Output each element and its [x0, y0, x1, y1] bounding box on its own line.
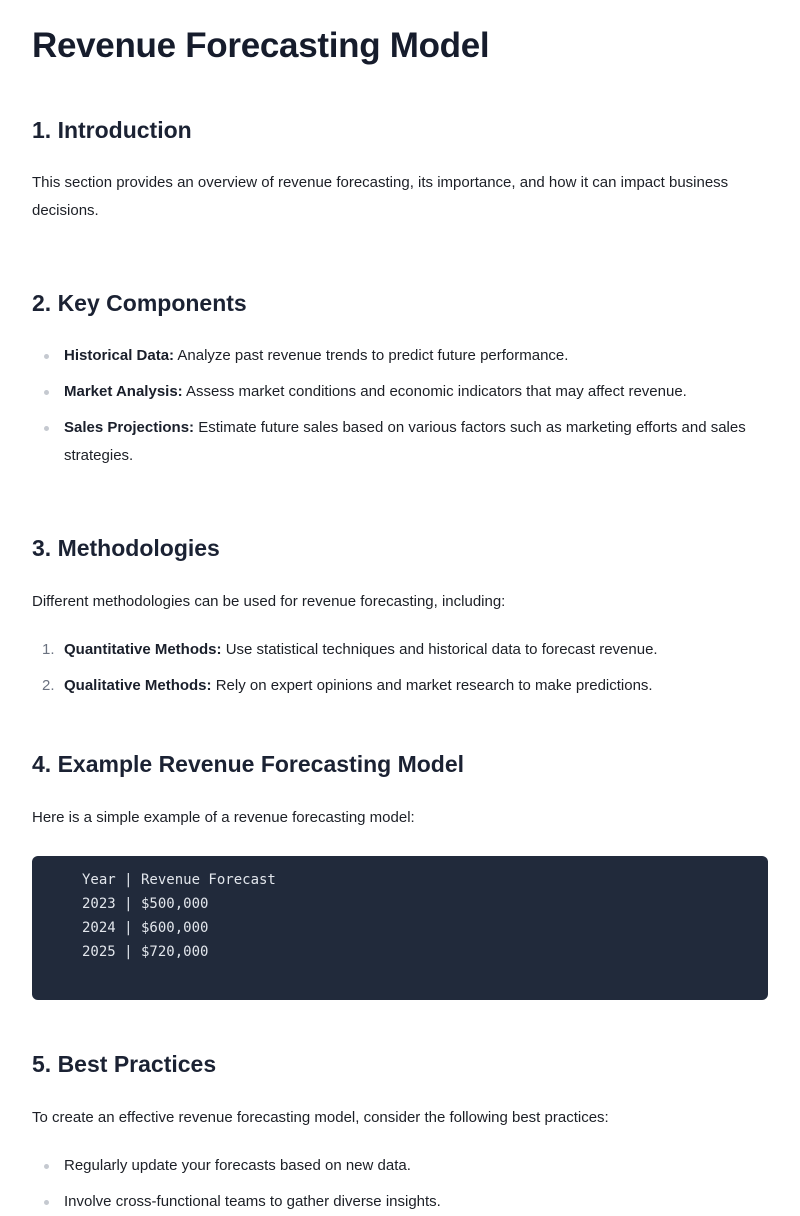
list-item-description: Analyze past revenue trends to predict future performance.	[177, 347, 569, 364]
best-practices-paragraph: To create an effective revenue forecasting model, consider the following best practices:	[32, 1109, 609, 1126]
bullet-icon	[44, 354, 49, 359]
list-item	[32, 414, 768, 470]
code-line: 2023 | $500,000	[82, 896, 209, 912]
page-title: Revenue Forecasting Model	[32, 26, 490, 65]
code-block	[32, 856, 768, 1000]
list-number: 2.	[42, 677, 55, 694]
list-item	[32, 378, 768, 406]
bullet-icon	[44, 426, 49, 431]
list-item-text: Regularly update your forecasts based on new data.	[64, 1157, 411, 1174]
list-item-term: Qualitative Methods:	[64, 677, 212, 694]
list-item-description: Estimate future sales based on various factors such as marketing efforts and sales strategies.	[64, 419, 746, 464]
code-line: Year | Revenue Forecast	[82, 872, 276, 888]
bullet-icon	[44, 1200, 49, 1205]
section-heading-best-practices: 5. Best Practices	[32, 1051, 217, 1077]
list-item-term: Quantitative Methods:	[64, 641, 222, 658]
list-item-term: Historical Data:	[64, 347, 175, 364]
introduction-paragraph: This section provides an overview of revenue forecasting, its importance, and how it can impact business decisions.	[32, 174, 729, 219]
code-line: 2024 | $600,000	[82, 920, 209, 936]
list-item	[32, 342, 768, 370]
list-item-term: Market Analysis:	[64, 383, 183, 400]
list-item-description: Rely on expert opinions and market research to make predictions.	[215, 677, 653, 694]
list-item-description: Assess market conditions and economic indicators that may affect revenue.	[186, 383, 687, 400]
list-item	[32, 672, 768, 700]
section-heading-methodologies: 3. Methodologies	[32, 535, 220, 561]
key-components-list	[32, 342, 768, 470]
bullet-icon	[44, 390, 49, 395]
list-item	[32, 636, 768, 664]
section-heading-key-components: 2. Key Components	[32, 290, 247, 316]
bullet-icon	[44, 1164, 49, 1169]
list-item	[32, 1188, 768, 1216]
list-item-text: Involve cross-functional teams to gather diverse insights.	[64, 1193, 441, 1210]
code-line: 2025 | $720,000	[82, 944, 209, 960]
list-number: 1.	[42, 641, 55, 658]
best-practices-list	[32, 1152, 768, 1216]
section-heading-example-model: 4. Example Revenue Forecasting Model	[32, 751, 465, 777]
list-item	[32, 1152, 768, 1180]
list-item-term: Sales Projections:	[64, 419, 195, 436]
methodologies-list	[32, 636, 768, 700]
section-heading-introduction: 1. Introduction	[32, 117, 192, 143]
list-item-description: Use statistical techniques and historical data to forecast revenue.	[225, 641, 658, 658]
example-paragraph: Here is a simple example of a revenue forecasting model:	[32, 809, 415, 826]
methodologies-paragraph: Different methodologies can be used for revenue forecasting, including:	[32, 593, 506, 610]
